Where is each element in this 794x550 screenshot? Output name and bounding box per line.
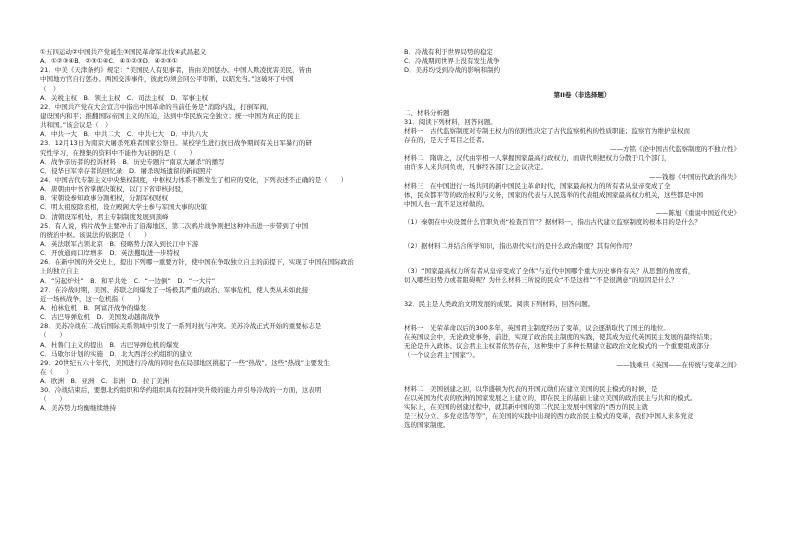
right-column-line: （2）据材料二并结合所学知识，指出唐代实行的是什么政治制度？其有何作用？ xyxy=(404,242,636,251)
left-column-line: A．“另起炉灶” B．和平共处 C．“一边倒” D．“一大片” xyxy=(40,276,216,285)
answer-space xyxy=(404,285,760,300)
left-column-line: 的统治中枢。该说法的依据是（ ） xyxy=(40,230,151,239)
left-column-line: 建设国内和平；推翻国际帝国主义的压迫，达到中华民族完全独立；统一中国为真正的民主 xyxy=(40,111,300,120)
right-column-line: 切入哪些旧势力或者阻碍呢？为什么材料三所说的民众“不是这样”“不是很满意”的原因是什么？ xyxy=(404,275,678,284)
left-column-line: A．战争亲历者的控诉材料 B．历史专题片“南京大屠杀”的播写 xyxy=(40,157,225,166)
left-column-line: （ ） xyxy=(40,84,60,93)
left-column-line: C．古巴导弹危机 D．美国发动越南战争 xyxy=(40,313,161,322)
answer-space xyxy=(404,309,760,324)
left-column-line: A．美苏势力均衡继续维持 xyxy=(40,404,116,413)
left-column-line: A．唐朝由中书省掌握决策权，以门下省审核封驳， xyxy=(40,185,188,194)
left-column-line: 上的独立自主 xyxy=(40,267,79,276)
answer-space xyxy=(404,370,760,385)
left-column-line: A．关税主权 B．领土主权 C．司法主权 D．军事主权 xyxy=(40,93,208,102)
right-column-line: （3）“国家最高权力所有者从皇帝变成了全体”与近代中国哪个重大历史事件有关？从思想的角度看， xyxy=(404,266,695,275)
left-column-line: （ ） xyxy=(40,395,66,404)
left-column-line: A．中共一大 B．中共二大 C．中共七大 D．中共八大 xyxy=(40,130,208,139)
left-column-line: C．开放通商口岸增多 D．英法攫取进一步特权 xyxy=(40,249,180,258)
left-column-line: ①五四运动②中国共产党诞生③国民革命军北伐④武昌起义 xyxy=(40,48,207,56)
right-column-line: 体，民众都平等的政治权利与义务，国家的代表与人民选举的代表组成国家最高权力机关，这些都是中国 xyxy=(404,190,703,199)
left-column-line: A．柏林危机 B．阿富汗战争的爆发 xyxy=(40,303,147,312)
right-column-line: 选的国家制度。 xyxy=(404,421,450,430)
left-column-line: 24．中国古代专制主义中央集权制度，中枢权力体系不断发生了相应的变化，下列表述不正确的是（ ） xyxy=(40,175,348,184)
left-column xyxy=(40,48,396,414)
left-column-line: 中国地方官自行惩办。两国交涉事件，彼此均须会同公平审断，以昭允当。”这破坏了中国 xyxy=(40,75,294,84)
left-column-line: D．清朝设军机处，君主专制制度发展到顶峰 xyxy=(40,212,169,221)
right-column-line: 是三权分立、多党竞选等等”，在美国的实践中出现的西方政治民主模式的变革，我们中国人来多党竞 xyxy=(404,412,694,421)
left-column-line: A．欧洲 B．亚洲 C．非洲 D．拉丁美洲 xyxy=(40,377,169,386)
right-column-line: （1）秦朝在中央设置什么官职负责“检查百官”？据材料一，指出古代建立监察制度的根本目的是什么？ xyxy=(404,218,701,227)
source-citation: ——方铭《论中国古代监察制度的不独立性》 xyxy=(610,145,740,154)
right-column-line: B．冷战有利于世界局势的稳定 xyxy=(404,48,493,56)
right-column-line: C．冷战期间世界上没有发生战争 xyxy=(404,57,500,66)
source-citation: ——陈旭《重说中国近代史》 xyxy=(655,209,740,218)
right-column-line: 材料二 美国创建之初，以华盛顿为代表的开国元勋们在建立美国的民主模式的时候，是 xyxy=(404,384,658,393)
left-column-line: 在（ ） xyxy=(40,367,73,376)
right-column-line: 材料一 古代监察制度对专制王权力的依附性决定了古代监察机构的性质职能；监察官为维护皇权而 xyxy=(404,126,690,135)
left-column-line: （ ） xyxy=(40,331,66,340)
right-column-line: D．美苏均受到冷战的影响和制约 xyxy=(404,66,501,75)
left-column-line: 28．美苏冷战在二战后国际关系领域中引发了一系列对抗与冲突。美苏冷战正式开始的重要标志是 xyxy=(40,322,322,331)
answer-space xyxy=(404,227,760,242)
left-column-line: 29．20世纪五六十年代，美国进行冷战的同时也在局部地区挑起了一些“热战”。这些“热战”主要发生 xyxy=(40,358,331,367)
right-column-line: 由许多人来共同负责，凡事经各部门之会议决定。 xyxy=(404,163,547,172)
left-column-line: C．马歇尔计划的实施 D．北大西洋公约组织的建立 xyxy=(40,349,193,358)
left-column-line: 30．冷战结束后，要想北约组织和华约组织具有控制冲突升级的能力并引导冷战的一方面，这表明 xyxy=(40,386,322,395)
right-column-line: 实际上，在美国的创建过程中，就其新中国的第二代民主发展中国家的“西方的民主就 xyxy=(404,402,648,411)
left-column-line: B．宋朝设参知政事分割相权，分割军权财权 xyxy=(40,194,168,203)
left-column-line: C．侵华日军幸存者的回忆录 D．屠杀现场遗留的新闻照片 xyxy=(40,166,213,175)
left-column-line: C．明太祖废除丞相，设立殿阁大学士参与军国大事的决策 xyxy=(40,203,208,212)
right-column-line: 无论是升入政体、议会君主主权者依然存在，这种集中了多种长期建立起政治文化模式的一个重要组成部分 xyxy=(404,342,710,351)
section-title: 第II卷（非选择题） xyxy=(553,91,611,100)
right-column-line: 中国人也一直不足这样做的。 xyxy=(404,199,489,208)
left-column-line: 26．在新中国的外交史上，提出下列哪一重要方针，使中国在争取独立自主的前提下，实现了中国在国际政治 xyxy=(40,258,354,267)
left-column-line: 究性学习，在搜集的资料中不能作为证据的是（ ） xyxy=(40,148,196,157)
right-column-line: 材料三 在中国进行一场共同的新中国民主革命时代，国家最高权力的所有者从皇帝变成了全 xyxy=(404,181,671,190)
right-column-line: 32．民主是人类政治文明发展的成果。阅读下列材料，回答问题。 xyxy=(404,299,595,308)
right-column-line: 在英国议会中，无论政党事务，前进，实现了政治民主制度的实践，使其成为近代英国民主发展的最终结果； xyxy=(404,333,716,342)
left-column-line: 21．中美《天津条约》规定：“美国民人有犯事者，皆由美国惩办。中国人欺凌扰害美民，皆由 xyxy=(40,66,312,75)
left-column-line: 27．在冷战时期，美国、苏联之间爆发了一场极其严重的政治、军事危机，使人类从未如此接 xyxy=(40,285,309,294)
right-column-line: （一个议会君主“国家”）。 xyxy=(404,351,479,360)
left-column-line: 25．有人说，鸦片战争主要冲击了沿海地区，第二次鸦片战争则把这种冲击进一步带到了中国 xyxy=(40,221,309,230)
right-column-line: 材料一 光荣革命以后的300多年，英国君主制度经历了变革，议会逐渐取代了国王的地位。 xyxy=(404,323,670,332)
source-citation: ——钱穆《中国历代政治得失》 xyxy=(649,172,740,181)
left-column-line: 共和国。”该会议是（ ） xyxy=(40,121,112,130)
right-column-line: 存在的，是天子耳目之任者。 xyxy=(404,135,489,144)
right-column-line: 二、材料分析题 xyxy=(404,108,450,117)
left-column-line: 22．中国共产党在大会宣言中指出中国革命的当前任务是“消除内乱，打倒军阀， xyxy=(40,102,273,111)
source-citation: ——钱乘旦《英国——在传统与变革之间》 xyxy=(616,360,740,369)
left-column-line: 近一场核战争，这一危机指（ ） xyxy=(40,294,144,303)
right-column-line: 材料二 隋唐之，汉代由宰相一人掌握国家最高行政权力，而唐代则把权力分散于几个部门， xyxy=(404,154,671,163)
left-column-line: A．英法联军占领北京 B．侵略势力深入到长江中下游 xyxy=(40,239,199,248)
left-column-line: A．①②③④B．②③①④C．④①②③D．④②③① xyxy=(40,57,178,66)
left-column-line: A．杜鲁门主义的提出 B．古巴导弹危机的爆发 xyxy=(40,340,179,349)
right-column-line: 在以英国为代表的欧洲的国家发展之上建立的，即在民主的基础上建立美国的政治民主与共和的模式。 xyxy=(404,393,697,402)
answer-space xyxy=(404,252,760,267)
left-column-line: 23．12月13日为南京大屠杀死难者国家公祭日。某校学生进行抗日战争期间有关日军暴行的研 xyxy=(40,139,312,148)
right-column xyxy=(404,48,760,430)
right-column-line: 31．阅读下列材料，回答问题。 xyxy=(404,117,497,126)
